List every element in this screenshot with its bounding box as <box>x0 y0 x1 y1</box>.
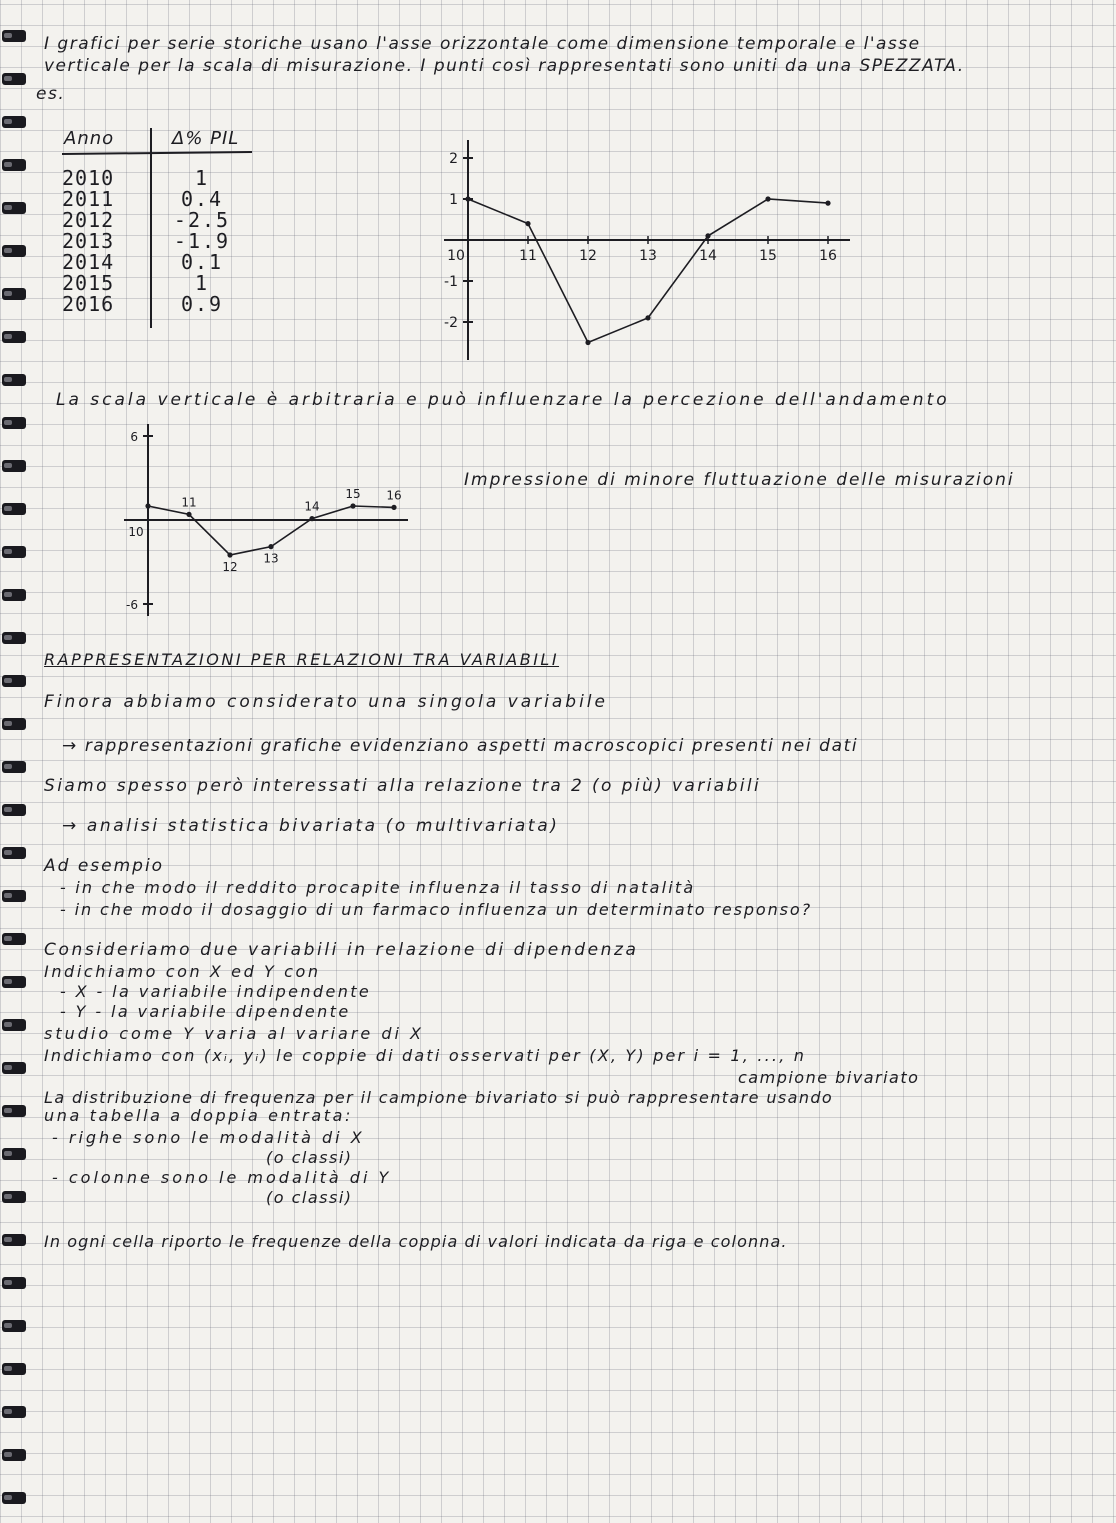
table-header-year: Anno <box>64 128 115 149</box>
x-tick-label: 15 <box>345 487 361 501</box>
table-row-value: 0.1 <box>180 250 224 274</box>
x-tick-label: 16 <box>819 248 837 264</box>
spiral-ring-highlight <box>4 1452 12 1457</box>
section-line: studio come Y varia al variare di X <box>44 1024 424 1043</box>
section-line: Finora abbiamo considerato una singola variabile <box>44 692 608 712</box>
section-line: Ad esempio <box>44 856 165 876</box>
section-line: - Y - la variabile dipendente <box>60 1002 351 1021</box>
x-tick-label: 11 <box>519 248 537 264</box>
spiral-ring-highlight <box>4 1495 12 1500</box>
table-row-value: -1.9 <box>173 229 231 253</box>
x-tick-label: 16 <box>386 488 402 503</box>
spiral-ring-highlight <box>4 205 12 210</box>
table-row-value: -2.5 <box>173 208 231 232</box>
x-tick-label: 12 <box>579 248 597 264</box>
section-line: Indichiamo con (xᵢ, yᵢ) le coppie di dati osservati per (X, Y) per i = 1, ..., n <box>44 1046 807 1065</box>
x-tick-label: 15 <box>759 248 777 264</box>
y-tick-label: -6 <box>126 598 138 612</box>
table-row-year: 2016 <box>62 292 115 316</box>
data-point <box>391 505 396 510</box>
x-tick-label: 10 <box>128 525 144 539</box>
section-line: La distribuzione di frequenza per il campione bivariato si può rappresentare usando <box>44 1088 834 1107</box>
table-row-year: 2014 <box>62 250 115 274</box>
data-point <box>186 512 191 517</box>
spiral-ring-highlight <box>4 1194 12 1199</box>
spiral-ring-highlight <box>4 1108 12 1113</box>
data-point <box>309 516 314 521</box>
spiral-ring-highlight <box>4 248 12 253</box>
section-line: In ogni cella riporto le frequenze della coppia di valori indicata da riga e colonna. <box>44 1232 788 1251</box>
spiral-ring-highlight <box>4 592 12 597</box>
x-tick-label: 13 <box>639 248 657 264</box>
spiral-ring-highlight <box>4 1151 12 1156</box>
spiral-ring-highlight <box>4 420 12 425</box>
y-tick-label: -1 <box>444 274 458 290</box>
section-line: Siamo spesso però interessati alla relazione tra 2 (o più) variabili <box>44 776 762 796</box>
section-line: (o classi) <box>266 1148 353 1167</box>
data-point <box>350 503 355 508</box>
table-row-year: 2013 <box>62 229 115 253</box>
spiral-ring-highlight <box>4 850 12 855</box>
spiral-ring-highlight <box>4 334 12 339</box>
spiral-ring-highlight <box>4 162 12 167</box>
spiral-ring-highlight <box>4 1065 12 1070</box>
y-tick-label: -2 <box>444 315 458 331</box>
spiral-ring-highlight <box>4 807 12 812</box>
data-point <box>825 201 830 206</box>
gdp-line-chart-main <box>430 130 860 370</box>
spiral-ring-highlight <box>4 506 12 511</box>
spiral-ring-highlight <box>4 1323 12 1328</box>
x-tick-label: 10 <box>447 248 465 264</box>
spiral-ring-highlight <box>4 33 12 38</box>
section-line: - in che modo il reddito procapite influenza il tasso di natalità <box>60 878 696 897</box>
section-line: Indichiamo con X ed Y con <box>44 962 321 981</box>
data-point <box>268 544 273 549</box>
table-row-year: 2015 <box>62 271 115 295</box>
section-line: Consideriamo due variabili in relazione di dipendenza <box>44 940 639 960</box>
spiral-ring-highlight <box>4 764 12 769</box>
x-tick-label: 13 <box>263 551 279 566</box>
spiral-ring-highlight <box>4 1409 12 1414</box>
table-row-year: 2011 <box>62 187 115 211</box>
spiral-ring-highlight <box>4 1237 12 1242</box>
table-row-value: 1 <box>194 271 210 295</box>
data-point <box>525 221 530 226</box>
section-line: - righe sono le modalità di X <box>52 1128 365 1147</box>
section-line: → rappresentazioni grafiche evidenziano aspetti macroscopici presenti nei dati <box>62 736 859 756</box>
section-line: - X - la variabile indipendente <box>60 982 372 1001</box>
spiral-ring-highlight <box>4 1366 12 1371</box>
x-tick-label: 11 <box>181 495 197 510</box>
section-title: RAPPRESENTAZIONI PER RELAZIONI TRA VARIABILI <box>44 650 560 669</box>
spiral-ring-highlight <box>4 119 12 124</box>
spiral-ring-highlight <box>4 549 12 554</box>
bivariate-sample-note: campione bivariato <box>738 1068 920 1087</box>
table-row-value: 0.4 <box>180 187 224 211</box>
table-row-value: 1 <box>194 166 210 190</box>
spiral-ring-highlight <box>4 635 12 640</box>
spiral-ring-highlight <box>4 76 12 81</box>
gdp-line-chart-compressed <box>104 420 424 620</box>
section-line: - colonne sono le modalità di Y <box>52 1168 392 1187</box>
y-tick-label: 2 <box>449 151 458 167</box>
data-point <box>145 503 150 508</box>
y-tick-label: 6 <box>130 430 138 444</box>
data-point <box>585 340 590 345</box>
spiral-ring-highlight <box>4 721 12 726</box>
data-point <box>645 315 650 320</box>
spiral-ring-highlight <box>4 678 12 683</box>
series-line <box>468 199 828 343</box>
section-line: una tabella a doppia entrata: <box>44 1106 354 1125</box>
scale-note: La scala verticale è arbitraria e può influenzare la percezione dell'andamento <box>56 390 950 410</box>
data-point <box>227 552 232 557</box>
spiral-ring-highlight <box>4 1022 12 1027</box>
table-row-year: 2012 <box>62 208 115 232</box>
intro-line-1: I grafici per serie storiche usano l'asse orizzontale come dimensione temporale e l'asse <box>44 34 921 54</box>
table-row-value: 0.9 <box>180 292 224 316</box>
table-row-year: 2010 <box>62 166 115 190</box>
spiral-ring-highlight <box>4 463 12 468</box>
section-line: → analisi statistica bivariata (o multivariata) <box>62 816 560 836</box>
section-line: - in che modo il dosaggio di un farmaco influenza un determinato responso? <box>60 900 812 919</box>
x-tick-label: 12 <box>222 560 238 574</box>
spiral-ring-highlight <box>4 936 12 941</box>
spiral-ring-highlight <box>4 377 12 382</box>
x-tick-label: 14 <box>304 499 320 514</box>
impression-note: Impressione di minore fluttuazione delle misurazioni <box>464 470 1015 490</box>
intro-line-2: verticale per la scala di misurazione. I punti così rappresentati sono uniti da una SPEZZATA. <box>44 56 965 76</box>
section-line: (o classi) <box>266 1188 353 1207</box>
data-point <box>465 196 470 201</box>
table-header-rule <box>62 151 252 155</box>
gdp-table <box>62 120 262 330</box>
example-label: es. <box>36 84 66 104</box>
spiral-binding <box>0 0 40 1523</box>
table-column-rule <box>150 128 152 328</box>
data-point <box>765 196 770 201</box>
spiral-ring-highlight <box>4 979 12 984</box>
y-tick-label: 1 <box>449 192 458 208</box>
spiral-ring-highlight <box>4 1280 12 1285</box>
x-tick-label: 14 <box>699 248 717 264</box>
table-header-value: Δ% PIL <box>172 128 240 149</box>
spiral-ring-highlight <box>4 893 12 898</box>
spiral-ring-highlight <box>4 291 12 296</box>
